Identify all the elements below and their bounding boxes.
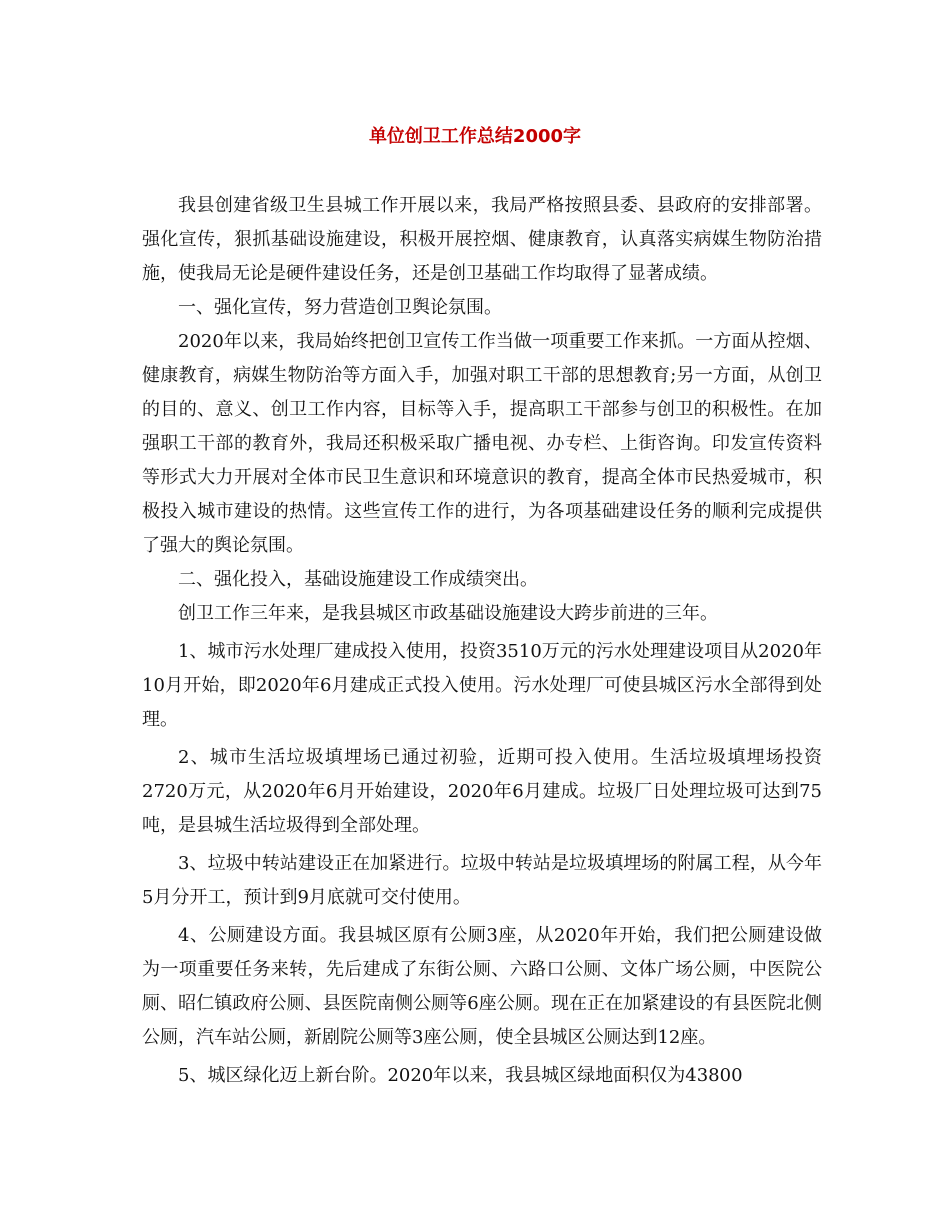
paragraph-investment-summary: 创卫工作三年来，是我县城区市政基础设施建设大跨步前进的三年。	[178, 603, 718, 624]
document-body	[142, 189, 822, 1093]
document-title: 单位创卫工作总结2000字	[368, 126, 582, 147]
list-item-transfer-station: 3、垃圾中转站建设正在加紧进行。垃圾中转站是垃圾填埋场的附属工程，从今年5月分开工，预计到9月底就可交付使用。	[142, 853, 822, 908]
paragraph-intro: 我县创建省级卫生县城工作开展以来，我局严格按照县委、县政府的安排部署。强化宣传，狠抓基础设施建设，积极开展控烟、健康教育，认真落实病媒生物防治措施，使我局无论是硬件建设任务，还是创卫基础工作均取得了显著成绩。	[142, 195, 822, 284]
section-heading-publicity: 一、强化宣传，努力营造创卫舆论氛围。	[178, 297, 502, 318]
list-item-sewage-plant: 1、城市污水处理厂建成投入使用，投资3510万元的污水处理建设项目从2020年10月开始，即2020年6月建成正式投入使用。污水处理厂可使县城区污水全部得到处理。	[142, 641, 822, 730]
paragraph-publicity: 2020年以来，我局始终把创卫宣传工作当做一项重要工作来抓。一方面从控烟、健康教育，病媒生物防治等方面入手，加强对职工干部的思想教育;另一方面，从创卫的目的、意义、创卫工作内容，目标等入手，提高职工干部参与创卫的积极性。在加强职工干部的教育外，我局还积极采取广播电视、办专栏、上街咨询。印发宣传资料等形式大力开展对全体市民卫生意识和环境意识的教育，提高全体市民热爱城市，积极投入城市建设的热情。这些宣传工作的进行，为各项基础建设任务的顺利完成提供了强大的舆论氛围。	[142, 331, 822, 556]
list-item-greening: 5、城区绿化迈上新台阶。2020年以来，我县城区绿地面积仅为43800	[178, 1065, 743, 1086]
list-item-landfill: 2、城市生活垃圾填埋场已通过初验，近期可投入使用。生活垃圾填埋场投资2720万元，从2020年6月开始建设，2020年6月建成。垃圾厂日处理垃圾可达到75吨，是县城生活垃圾得到全部处理。	[142, 747, 822, 836]
list-item-public-toilets: 4、公厕建设方面。我县城区原有公厕3座，从2020年开始，我们把公厕建设做为一项重要任务来转，先后建成了东街公厕、六路口公厕、文体广场公厕，中医院公厕、昭仁镇政府公厕、县医院南侧公厕等6座公厕。现在正在加紧建设的有县医院北侧公厕，汽车站公厕，新剧院公厕等3座公厕，使全县城区公厕达到12座。	[142, 925, 822, 1048]
section-heading-investment: 二、强化投入，基础设施建设工作成绩突出。	[178, 569, 538, 590]
